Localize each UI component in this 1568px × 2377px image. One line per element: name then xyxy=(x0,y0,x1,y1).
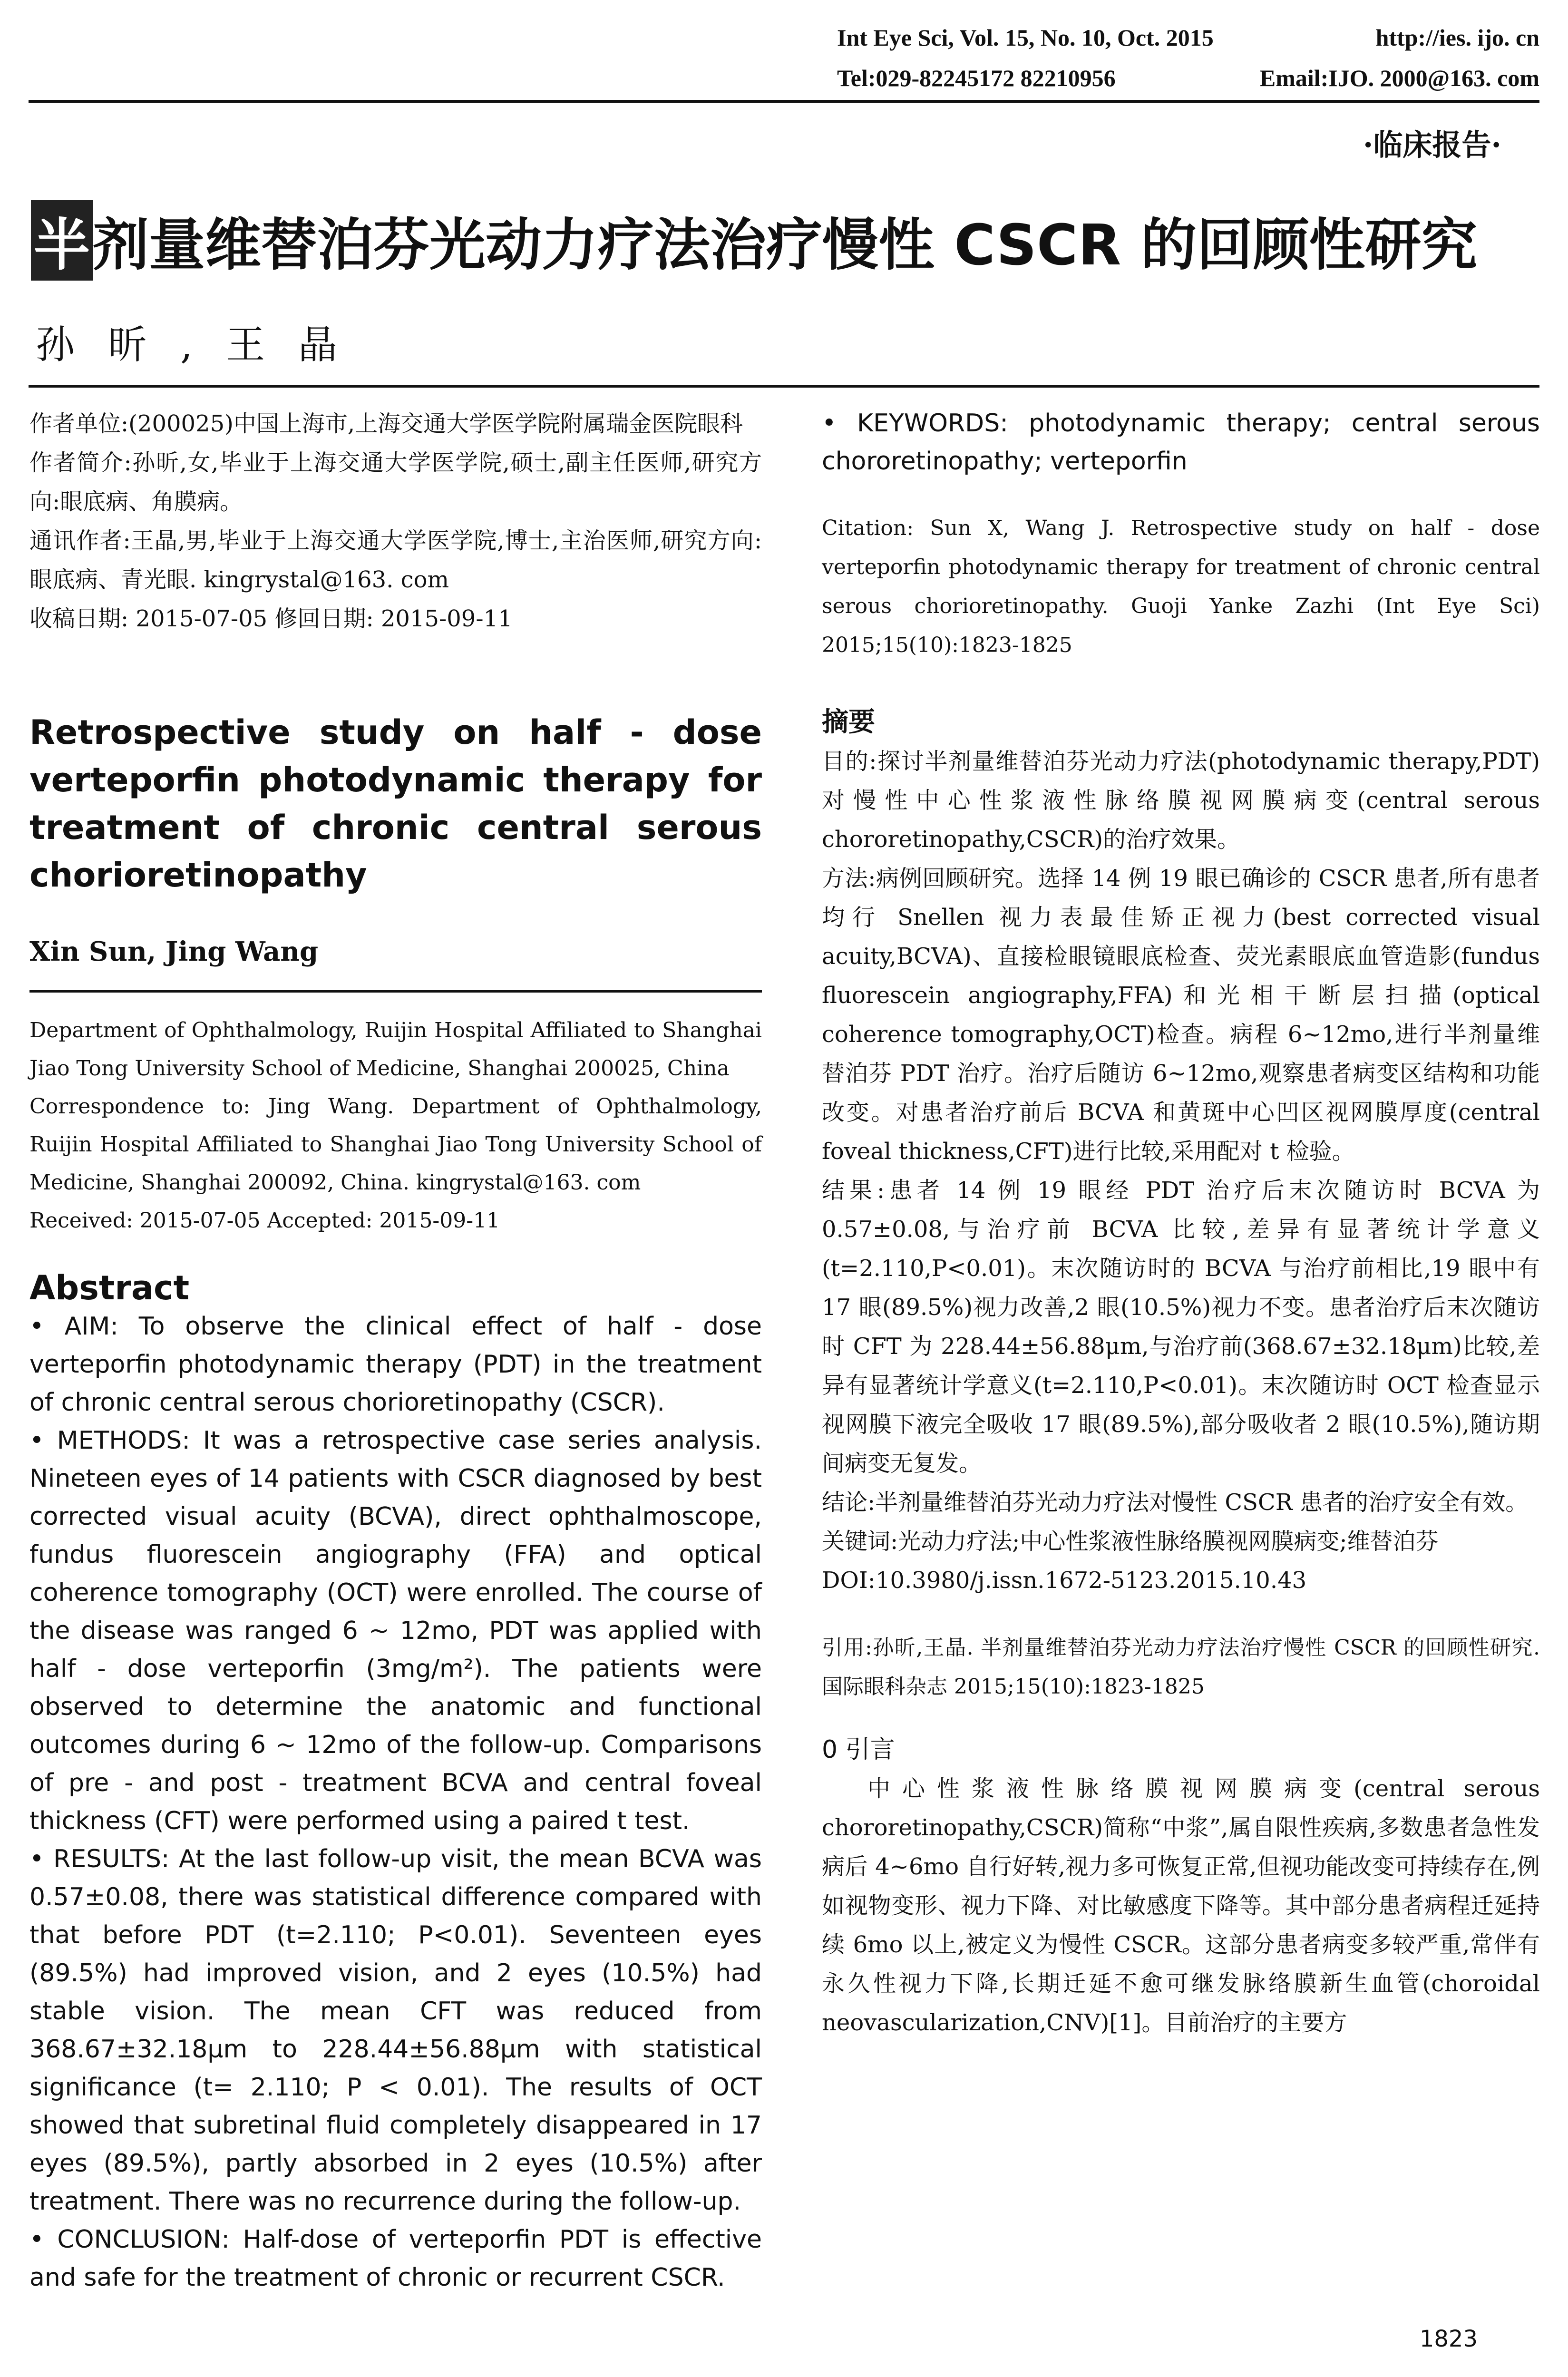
cn-info-line: 通讯作者:王晶,男,毕业于上海交通大学医学院,博士,主治医师,研究方向:眼底病、青光眼. kingrystal@163. com xyxy=(29,527,762,593)
abstract-methods: • METHODS: It was a retrospective case series analysis. Nineteen eyes of 14 patients with CSCR diagnosed by best corrected visual acuity (BCVA), direct ophthalmoscope, fundus fluorescein angiography (FFA) and optical coherence tomography (OCT) were enrolled. The course of the disease was ranged 6 ~ 12mo, PDT was applied with half - dose verteporfin (3mg/m²). The patients were observed to determine the anatomic and functional outcomes during 6 ~ 12mo of the follow-up. Comparisons of pre - and post - treatment BCVA and central foveal thickness (CFT) were performed using a paired t test. xyxy=(29,1426,762,1835)
intro-heading: 0 引言 xyxy=(822,1735,895,1764)
correspondence: Correspondence to: Jing Wang. Department of Ophthalmology, Ruijin Hospital Affiliated to Shanghai Jiao Tong University School of Medicine, Shanghai 200092, China. kingrystal@163. com xyxy=(29,1094,762,1195)
intro-text: 中心性浆液性脉络膜视网膜病变(central serous chororetinopathy,CSCR)简称“中浆”,属自限性疾病,多数患者急性发病后 4~6mo 自行好转,视力多可恢复正常,但视功能改变可持续存在,例如视物变形、视力下降、对比敏感度下降等。其中部分患者病程迁延持续 6mo 以上,被定义为慢性 CSCR。这部分患者病变多较严重,常伴有永久性视力下降,长期迁延不愈可继发脉络膜新生血管(choroidal neovascularization,CNV)[1]。目前治疗的主要方 xyxy=(822,1775,1540,2036)
section-label: ·临床报告· xyxy=(1363,127,1501,162)
en-authors: Xin Sun, Jing Wang xyxy=(29,936,319,967)
en-title: Retrospective study on half - dose verteporfin photodynamic therapy for treatment of chronic central serous chorioretinopathy xyxy=(29,713,762,895)
abstract-conclusion: • CONCLUSION: Half-dose of verteporfin PDT is effective and safe for the treatment of chronic or recurrent CSCR. xyxy=(29,2225,762,2292)
cn-abs-results: 结果:患者 14 例 19 眼经 PDT 治疗后末次随访时 BCVA 为 0.57±0.08,与治疗前 BCVA 比较,差异有显著统计学意义(t=2.110,P<0.01)。末次随访时的 BCVA 与治疗前相比,19 眼中有 17 眼(89.5%)视力改善,2 眼(10.5%)视力不变。患者治疗后末次随访时 CFT 为 228.44±56.88μm,与治疗前(368.67±32.18μm)比较,差异有显著统计学意义(t=2.110,P<0.01)。末次随访时 OCT 检查显示视网膜下液完全吸收 17 眼(89.5%),部分吸收者 2 眼(10.5%),随访期间病变无复发。 xyxy=(822,1177,1540,1477)
divider xyxy=(29,385,1539,388)
citation: Citation: Sun X, Wang J. Retrospective study on half - dose verteporfin photodynamic therapy for treatment of chronic central serous chorioretinopathy. Guoji Yanke Zazhi (Int Eye Sci) 2015;15(10):1823-1825 xyxy=(822,516,1540,657)
cn-abstract-heading: 摘要 xyxy=(822,707,875,738)
affiliation: Department of Ophthalmology, Ruijin Hospital Affiliated to Shanghai Jiao Tong University School of Medicine, Shanghai 200025, China xyxy=(29,1018,762,1081)
doi[interactable]: DOI:10.3980/j.issn.1672-5123.2015.10.43 xyxy=(822,1567,1307,1594)
cn-info xyxy=(29,404,762,638)
cn-keywords: 关键词:光动力疗法;中心性浆液性脉络膜视网膜病变;维替泊芬 xyxy=(822,1528,1439,1555)
cn-citation: 引用:孙昕,王晶. 半剂量维替泊芬光动力疗法治疗慢性 CSCR 的回顾性研究. 国际眼科杂志 2015;15(10):1823-1825 xyxy=(822,1636,1540,1699)
keywords: • KEYWORDS: photodynamic therapy; central serous chororetinopathy; verteporfin xyxy=(822,409,1540,476)
cn-info-line: 作者单位:(200025)中国上海市,上海交通大学医学院附属瑞金医院眼科 xyxy=(29,410,743,437)
cn-abs-conclusion: 结论:半剂量维替泊芬光动力疗法对慢性 CSCR 患者的治疗安全有效。 xyxy=(822,1489,1529,1516)
cn-info-line: 收稿日期: 2015-07-05 修回日期: 2015-09-11 xyxy=(29,605,513,632)
title-mark: 半 xyxy=(31,200,93,281)
page-title xyxy=(31,200,1477,281)
abstract-heading: Abstract xyxy=(29,1268,190,1307)
cn-info-line: 作者简介:孙昕,女,毕业于上海交通大学医学院,硕士,副主任医师,研究方向:眼底病、角膜病。 xyxy=(29,449,762,515)
divider xyxy=(29,990,762,993)
abstract-aim: • AIM: To observe the clinical effect of half - dose verteporfin photodynamic therapy (PDT) in the treatment of chronic central serous chorioretinopathy (CSCR). xyxy=(29,1312,762,1417)
title-rest: 剂量维替泊芬光动力疗法治疗慢性 CSCR 的回顾性研究 xyxy=(93,212,1478,278)
cn-abs-aim: 目的:探讨半剂量维替泊芬光动力疗法(photodynamic therapy,PDT)对慢性中心性浆液性脉络膜视网膜病变(central serous chororetinopathy,CSCR)的治疗效果。 xyxy=(822,748,1540,853)
abstract-results: • RESULTS: At the last follow-up visit, the mean BCVA was 0.57±0.08, there was statistical difference compared with that before PDT (t=2.110; P<0.01). Seventeen eyes (89.5%) had improved vision, and 2 eyes (10.5%) had stable vision. The mean CFT was reduced from 368.67±32.18μm to 228.44±56.88μm with statistical significance (t= 2.110; P < 0.01). The results of OCT showed that subretinal fluid completely disappeared in 17 eyes (89.5%), partly absorbed in 2 eyes (10.5%) after treatment. There was no recurrence during the follow-up. xyxy=(29,1845,762,2216)
email-line[interactable]: Email:IJO. 2000@163. com xyxy=(1259,65,1539,91)
received-dates: Received: 2015-07-05 Accepted: 2015-09-11 xyxy=(29,1208,500,1233)
running-header xyxy=(29,19,1539,103)
journal-url[interactable]: http://ies. ijo. cn xyxy=(1375,24,1539,51)
page-number: 1823 xyxy=(1419,2326,1478,2352)
cn-abs-methods: 方法:病例回顾研究。选择 14 例 19 眼已确诊的 CSCR 患者,所有患者均行 Snellen 视力表最佳矫正视力(best corrected visual acuity,BCVA)、直接检眼镜眼底检查、荧光素眼底血管造影(fundus fluorescein angiography,FFA)和光相干断层扫描(optical coherence tomography,OCT)检查。病程 6~12mo,进行半剂量维替泊芬 PDT 治疗。治疗后随访 6~12mo,观察患者病变区结构和功能改变。对患者治疗前后 BCVA 和黄斑中心凹区视网膜厚度(central foveal thickness,CFT)进行比较,采用配对 t 检验。 xyxy=(822,865,1540,1165)
tel-line: Tel:029-82245172 82210956 xyxy=(837,65,1116,91)
cn-authors: 孙昕,王晶 xyxy=(36,322,371,368)
journal-line: Int Eye Sci, Vol. 15, No. 10, Oct. 2015 xyxy=(837,24,1214,51)
